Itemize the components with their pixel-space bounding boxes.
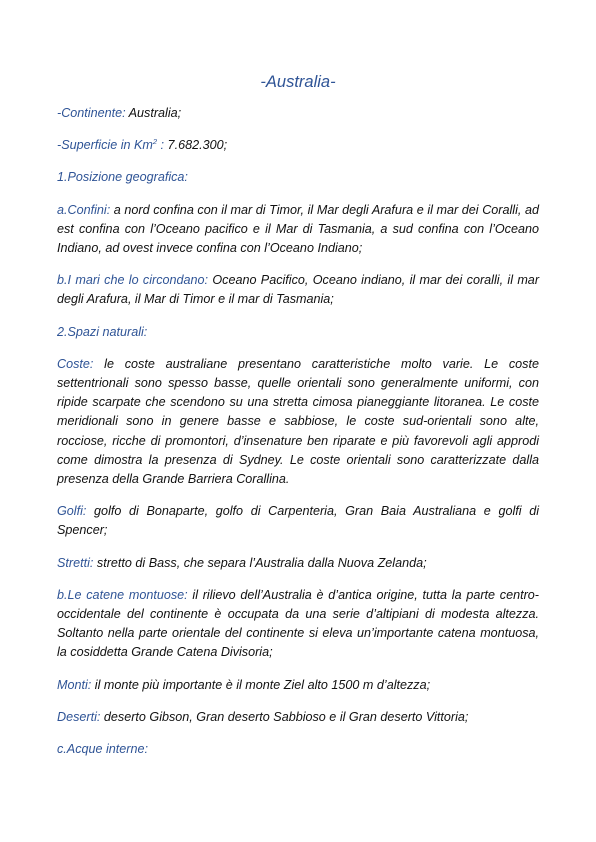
continent-value: Australia; (125, 106, 182, 120)
document-page (57, 72, 539, 772)
area-label (57, 138, 164, 152)
deserts-label: Deserti: (57, 709, 101, 724)
coasts-text: le coste australiane presentano caratteristiche molto varie. Le coste settentrionali sono spesso basse, quelle orientali sono generalmente uniformi, con ripide scarpate che scendono su una stretta cimosa pianeggiante litoranea. Le coste meridionali sono in genere basse e sabbiose, le coste sud-orientali sono alte, rocciose, ricche di promontori, d’insenature ben riparate e più favorevoli agli approdi come dimostra la presenza di Sydney. Le coste orientali sono caratterizzate dalla presenza della Grande Barriera Corallina. (57, 356, 539, 487)
area-label-superscript: 2 (152, 137, 158, 147)
straits-paragraph (57, 554, 539, 573)
mountains-text: il monte più importante è il monte Ziel alto 1500 m d’altezza; (91, 677, 431, 692)
mountain-ranges-label: b.Le catene montuose: (57, 587, 188, 602)
area-label-text: -Superficie in Km (57, 138, 153, 153)
mountain-ranges-paragraph (57, 586, 539, 663)
borders-paragraph (57, 201, 539, 259)
area-value: 7.682.300; (164, 138, 228, 153)
coasts-paragraph (57, 355, 539, 489)
mountains-label: Monti: (57, 677, 92, 692)
continent-line (57, 104, 539, 123)
area-label-colon: : (157, 138, 165, 153)
gulfs-paragraph (57, 502, 539, 540)
straits-label: Stretti: (57, 555, 94, 570)
section-heading-inland-waters: c.Acque interne: (57, 742, 149, 757)
straits-text: stretto di Bass, che separa l’Australia dalla Nuova Zelanda; (93, 555, 427, 570)
mountain-ranges-text: il rilievo dell’Australia è d’antica origine, tutta la parte centro-occidentale del continente è occupata da una serie d’altipiani di modesta altezza. Soltanto nella parte orientale del continente si eleva un’importante catena montuosa, la cosiddetta Grande Catena Divisoria; (57, 587, 539, 660)
section-heading-natural-spaces: 2.Spazi naturali: (57, 324, 148, 339)
area-line (57, 136, 539, 155)
section-heading-position: 1.Posizione geografica: (57, 170, 188, 185)
deserts-paragraph (57, 708, 539, 727)
mountains-paragraph (57, 676, 539, 695)
gulfs-label: Golfi: (57, 504, 87, 519)
continent-label: -Continente: (57, 106, 126, 120)
page-title: -Australia- (260, 73, 336, 91)
borders-label: a.Confini: (57, 202, 111, 217)
seas-paragraph (57, 271, 539, 309)
gulfs-text: golfo di Bonaparte, golfo di Carpenteria, Gran Baia Australiana e golfi di Spencer; (57, 504, 539, 538)
deserts-text: deserto Gibson, Gran deserto Sabbioso e il Gran deserto Vittoria; (100, 709, 469, 724)
seas-label: b.I mari che lo circondano: (57, 273, 209, 288)
coasts-label: Coste: (57, 356, 94, 371)
borders-text: a nord confina con il mar di Timor, il Mar degli Arafura e il mar dei Coralli, ad est confina con l’Oceano pacifico e il Mar di Tasmania, a sud confina con l’Oceano Indiano, ad ovest invece confina con l’Oceano Indiano; (57, 202, 539, 256)
seas-text: Oceano Pacifico, Oceano indiano, il mar dei coralli, il mar degli Arafura, il Mar di Timor e il mar di Tasmania; (57, 273, 540, 307)
